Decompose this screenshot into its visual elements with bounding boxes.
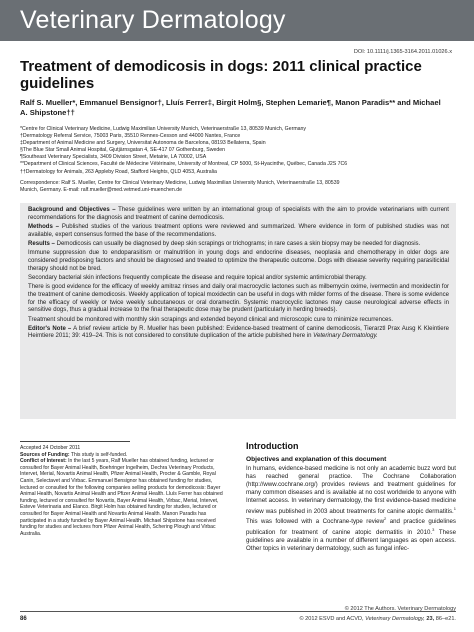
intro-paragraph bbox=[246, 465, 456, 553]
affiliation: **Department of Clinical Sciences, Faculté de Médecine Vétérinaire, University of Montreal, CP 5000, St-Hyacinthe, Québec, Canada J2S 7C6 bbox=[20, 161, 348, 168]
citation-volume: 23, bbox=[426, 616, 435, 622]
divider bbox=[20, 441, 130, 442]
funding-text: This study is self-funded. bbox=[70, 451, 128, 458]
article-info-column bbox=[20, 441, 225, 537]
abstract-text: Demodicosis can usually be diagnosed by deep skin scrapings or trichograms; in rare cases a skin biopsy may be needed for diagnosis. bbox=[56, 240, 421, 247]
reference-marker[interactable]: 1 bbox=[453, 505, 456, 511]
reference-marker[interactable]: 3 bbox=[432, 527, 435, 533]
conflict-text: In the last 5 years, Ralf Mueller has obtained funding, lectured or consulted for Bayer Animal Health, Boehringer Ingelheim, Dechra Veterinary Products, Intervet, Merial, Novartis Animal Health, Pfizer Animal Health, Procter & Gamble, Royal Canin, Selectavet and Virbac. Emmanuel Bensignor has obtained funding for studies, lectured or consulted for the following companies selling products for demodicosis: Bayer Animal Health, Novartis Animal Health and Pfizer Animal Health. Lluís Ferrer has obtained funding, lectured or consulted for Novartis, Bayer Animal Health, Virbac, Merial, Intervet, Esteve Veterinaria and Elanco. Birgit Holm has obtained funding for studies, lectured or consulted for Bayer Animal Health and Novartis Animal Health. Manon Paradis has participated in a study funded by Bayer Animal Health. Michael Shipstone has received funding for studies and lectures from Pfizer Animal Health, Schering Plough and Virbac Australia. bbox=[20, 458, 223, 537]
abstract-text: A brief review article by R. Mueller has been published: Evidence-based treatment of canine demodicosis, Tierarztl Prax Ausg K Kleintiere Heimtiere 2011; 39: 419–24. This is not considered to constitute duplication of the article published here in bbox=[28, 325, 449, 340]
journal-banner: Veterinary Dermatology bbox=[0, 0, 474, 41]
page-number: 86 bbox=[20, 616, 27, 622]
abstract-text: These guidelines were written by an international group of specialists with the aim to provide veterinarians with current recommendations for the diagnosis and treatment of canine demodicosis. bbox=[28, 207, 449, 221]
abstract-paragraph: Treatment should be monitored with monthly skin scrapings and extended beyond clinical and microscopic cure to minimize recurrences. bbox=[28, 316, 394, 323]
abstract-background bbox=[28, 207, 449, 222]
conflict-label: Conflict of Interest: bbox=[20, 458, 67, 465]
abstract-label: Methods – bbox=[28, 223, 60, 230]
affiliation: *Centre for Clinical Veterinary Medicine, Ludwig Maximilian University Munich, Veterinaerstraße 13, 80539 Munich, Germany bbox=[20, 126, 307, 132]
body-text: These guidelines are available in a number of different languages as open access. Other topics in veterinary dermatology, such as fungal infec- bbox=[246, 529, 456, 553]
correspondence bbox=[20, 180, 460, 194]
editors-note bbox=[28, 326, 449, 341]
abstract-label: Editor's Note – bbox=[28, 325, 72, 332]
article-title: Treatment of demodicosis in dogs: 2011 clinical practice guidelines bbox=[20, 58, 422, 92]
funding-label: Sources of Funding: bbox=[20, 451, 70, 458]
citation-prefix: © 2012 ESVD and ACVD, bbox=[299, 616, 364, 622]
footer-divider bbox=[20, 611, 456, 612]
abstract-methods bbox=[28, 224, 449, 239]
abstract-label: Results – bbox=[28, 240, 55, 247]
accepted-date: Accepted 24 October 2011 bbox=[20, 445, 81, 451]
section-heading: Introduction bbox=[246, 441, 299, 451]
abstract-paragraph: Immune suppression due to endoparasitism or malnutrition in young dogs and endocrine diseases, neoplasia and chemotherapy in older dogs are considered predisposing factors and should be diagnosed and treated to optimize the therapeutic outcome. Dogs with disease severity requiring parasiticidal therapy should not be bred. bbox=[28, 250, 449, 272]
affiliation: ††Dermatology for Animals, 263 Appleby Road, Stafford Heights, QLD 4053, Australia bbox=[20, 168, 217, 175]
funding-statement bbox=[20, 452, 225, 459]
affiliation: ¶Southeast Veterinary Specialists, 3409 Division Street, Metairie, LA 70002, USA bbox=[20, 154, 207, 161]
abstract-label: Background and Objectives – bbox=[28, 207, 116, 213]
body-column bbox=[246, 441, 456, 553]
conflict-statement bbox=[20, 458, 225, 537]
journal-citation bbox=[299, 616, 456, 622]
abstract-paragraph: Secondary bacterial skin infections frequently complicate the disease and require topical and/or systemic antimicrobial therapy. bbox=[28, 274, 367, 281]
copyright: © 2012 The Authors. Veterinary Dermatology bbox=[344, 606, 456, 612]
affiliation: §The Blue Star Small Animal Hospital, Gjutjärnsgatan 4, SE-417 07 Gothenburg, Sweden bbox=[20, 147, 226, 154]
correspondence-line: Munich, Germany. E-mail: ralf.mueller@med.vetmed.uni-muenchen.de bbox=[20, 187, 183, 194]
affiliation: ‡Department of Animal Medicine and Surgery, Universitat Autonoma de Barcelona, 08193 Bellaterra, Spain bbox=[20, 140, 266, 147]
doi: DOI: 10.1111/j.1365-3164.2011.01026.x bbox=[353, 49, 452, 55]
body-text: In humans, evidence-based medicine is not only an academic buzz word but has reached general practice. The Cochrane Collaboration (http://www.cochrane.org/) provides reviews and treatment guidelines for many common diseases and is available at no cost worldwide to anyone with Internet access. In veterinary dermatology, the first evidence-based medicine review was published in 2003 about treatments for canine atopic dermatitis. bbox=[246, 465, 456, 515]
journal-name: Veterinary Dermatology. bbox=[313, 333, 378, 340]
subsection-heading: Objectives and explanation of this document bbox=[246, 456, 387, 463]
reference-marker[interactable]: 2 bbox=[384, 516, 387, 522]
author-list: Ralf S. Mueller*, Emmanuel Bensignor†, Lluís Ferrer‡, Birgit Holm§, Stephen Lemarie¶, Manon Paradis** and Michael A. Shipstone†† bbox=[20, 98, 441, 117]
correspondence-line: Correspondence: Ralf S. Mueller, Centre for Clinical Veterinary Medicine, Ludwig Maximilian University Munich, Veterinaerstraße 13, 80539 bbox=[20, 180, 340, 186]
affiliations bbox=[20, 126, 460, 176]
body-text: This was followed with a Cochrane-type review bbox=[246, 518, 385, 526]
citation-pages: 86–e21. bbox=[435, 616, 456, 622]
citation-journal: Veterinary Dermatology, bbox=[365, 616, 425, 622]
body-text: and practice guidelines publication for treatment of canine atopic dermatitis in 2010. bbox=[246, 518, 456, 537]
abstract-results bbox=[28, 241, 449, 249]
abstract-box bbox=[20, 203, 456, 419]
abstract-paragraph: There is good evidence for the efficacy of weekly amitraz rinses and daily oral macrocyclic lactones such as milbemycin oxime, ivermectin and moxidectin for the treatment of canine demodicosis. Weekly application of topical moxidectin can be useful in dogs with milder forms of the disease. There is some evidence for the efficacy of weekly or twice weekly subcutaneous or oral doramectin. Systemic macrocyclic lactones may cause neurological adverse effects in sensitive dogs, thus a gradual increase to the final therapeutic dose may be prudent (particularly in herding breeds). bbox=[28, 284, 449, 314]
abstract-text: Published studies of the various treatment options were reviewed and summarized. Where evidence in form of published studies was not available, expert consensus formed the base of the recommendations. bbox=[28, 223, 449, 238]
affiliation: †Dermatology Referral Service, 75003 Paris, 35510 Rennes-Cesson and 44000 Nantes, France bbox=[20, 133, 241, 140]
